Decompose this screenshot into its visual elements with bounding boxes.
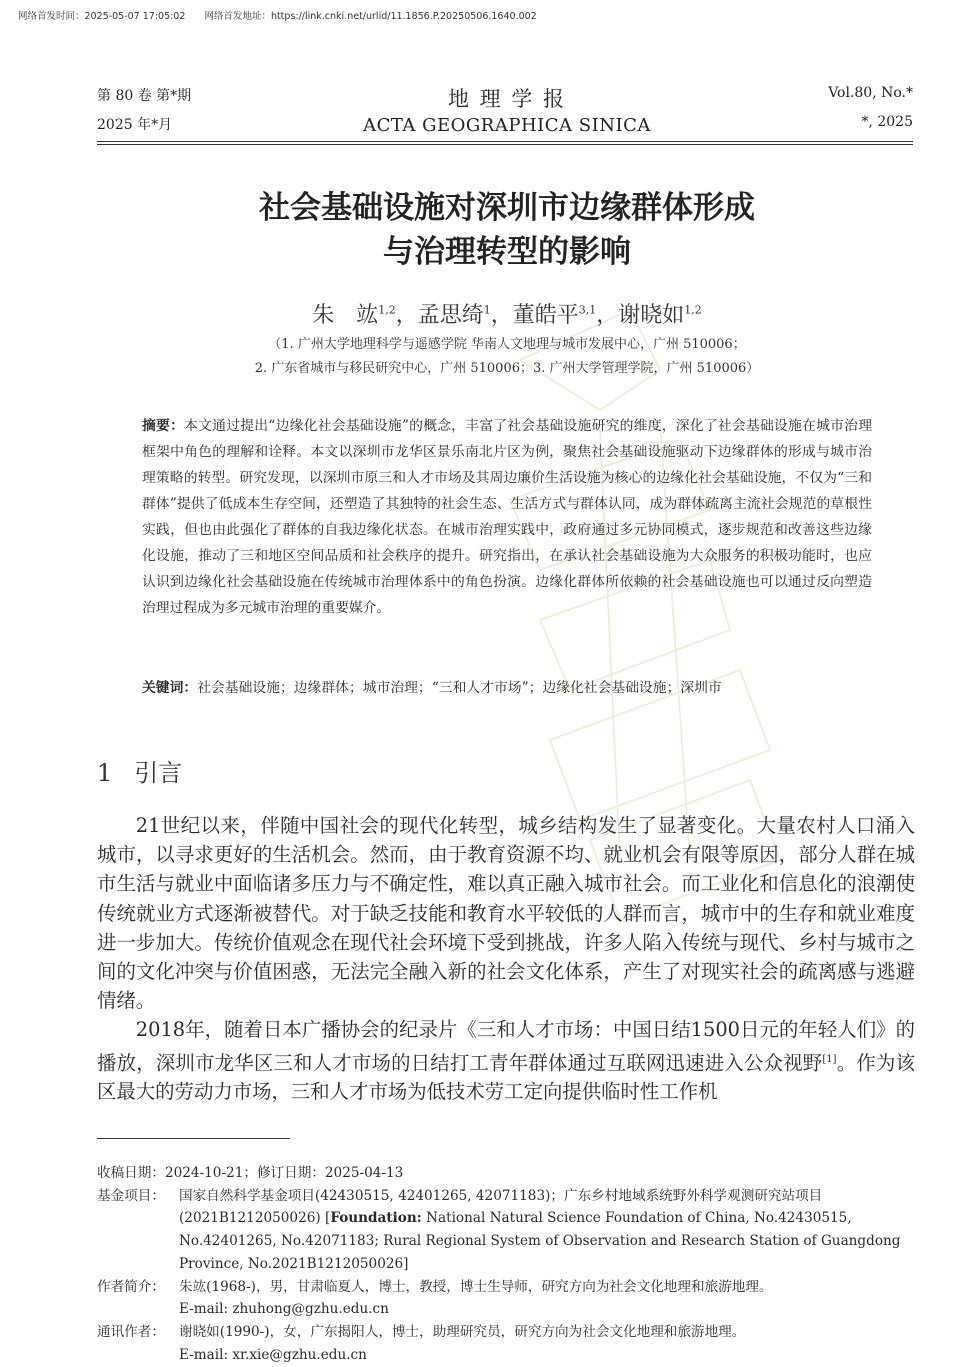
author-list: 朱 竑$^{1,2}$，孟思绮$^1$，董皓平$^{3,1}$，谢晓如$^{1,2}$ <box>312 303 702 328</box>
keywords-label: 关键词： <box>142 680 198 696</box>
author-email[interactable]: E-mail: zhuhong@gzhu.edu.cn <box>179 1301 389 1318</box>
journal-name-en: ACTA GEOGRAPHICA SINICA <box>363 115 651 136</box>
header-rule-thin <box>97 141 913 142</box>
abstract <box>142 413 872 621</box>
fund-text-en: National Natural Science Foundation of China, No.42430515, No.42401265, No.42071183; Rural Regional System of Observation and Research Station of Guangdong Province, No.2021B1212050026] <box>179 1210 901 1272</box>
author-name: 董皓平 <box>512 303 579 328</box>
keywords-text: 社会基础设施；边缘群体；城市治理；“三和人才市场”；边缘化社会基础设施；深圳市 <box>197 680 722 696</box>
received-date: 收稿日期：2024-10-21；修订日期：2025-04-13 <box>97 1165 404 1181</box>
fund-text-cn: 国家自然科学基金项目(42430515, 42401265, 42071183)；广东乡村地域系统野外科学观测研究站项目(2021B1212050026) [ <box>179 1187 823 1227</box>
journal-name-cn: 地 理 学 报 <box>447 87 567 111</box>
section-title: 引言 <box>134 759 183 787</box>
author-bio-text: 朱竑(1968-)，男，甘肃临夏人，博士，教授，博士生导师，研究方向为社会文化地理和旅游地理。 <box>179 1278 773 1295</box>
body-paragraph: 21世纪以来，伴随中国社会的现代化转型，城乡结构发生了显著变化。大量农村人口涌入城市，以寻求更好的生活机会。然而，由于教育资源不均、就业机会有限等原因，部分人群在城市生活与就业中面临诸多压力与不确定性，难以真正融入城市社会。而工业化和信息化的浪潮使传统就业方式逐渐被替代。对于缺乏技能和教育水平较低的人群而言，城市中的生存和就业难度进一步加大。传统价值观念在现代社会环境下受到挑战，许多人陷入传统与现代、乡村与城市之间的文化冲突与价值困惑，无法完全融入新的社会文化体系，产生了对现实社会的疏离感与逃避情绪。 <box>97 814 915 1013</box>
keywords <box>142 676 872 696</box>
author-affil-sup: 1,2 <box>684 303 702 317</box>
online-publication-info <box>18 8 553 22</box>
online-publish-time: 网络首发时间：2025-05-07 17:05:02 <box>18 11 186 22</box>
section-number: 1 <box>97 759 113 787</box>
paper-title-line2: 与治理转型的影响 <box>383 234 631 270</box>
corresponding-label: 通讯作者： <box>97 1323 165 1340</box>
online-publish-url: 网络首发地址：https://link.cnki.net/urlid/11.1856.P.20250506.1640.002 <box>204 11 537 22</box>
paper-title <box>90 186 924 274</box>
author-affil-sup: 1 <box>483 303 491 317</box>
citation-ref[interactable]: [1] <box>822 1053 837 1065</box>
affiliation-line: 2. 广东省城市与移民研究中心，广州 510006；3. 广州大学管理学院，广州 510006） <box>254 361 760 376</box>
author-bio <box>97 1276 915 1321</box>
corresponding-author <box>97 1321 915 1366</box>
fund-en-label: Foundation: <box>330 1210 422 1227</box>
abstract-text: 本文通过提出“边缘化社会基础设施”的概念，丰富了社会基础设施研究的维度，深化了社会基础设施在城市治理框架中角色的理解和诠释。本文以深圳市龙华区景乐南北片区为例，聚焦社会基础设施驱动下边缘群体的形成与城市治理策略的转型。研究发现，以深圳市原三和人才市场及其周边廉价生活设施为核心的边缘化社会基础设施，不仅为“三和群体”提供了低成本生存空间，还塑造了其独特的社会生态、生活方式与群体认同，成为群体疏离主流社会规范的草根性实践，但也由此强化了群体的自我边缘化状态。在城市治理实践中，政府通过多元协同模式，逐步规范和改善这些边缘化设施，推动了三和地区空间品质和社会秩序的提升。研究指出，在承认社会基础设施为大众服务的积极功能时，也应认识到边缘化社会基础设施在传统城市治理体系中的角色扮演。边缘化群体所依赖的社会基础设施也可以通过反向塑造治理过程成为多元城市治理的重要媒介。 <box>142 418 873 616</box>
body-paragraph: 2018年，随着日本广播协会的纪录片《三和人才市场：中国日结1500日元的年轻人们》的播放，深圳市龙华区三和人才市场的日结打工青年群体通过互联网迅速进入公众视野[1]。作为该区最大的劳动力市场，三和人才市场为低技术劳工定向提供临时性工作机 <box>97 1018 916 1104</box>
author-affil-sup: 3,1 <box>578 303 597 317</box>
header-rule-thick <box>97 144 913 145</box>
journal-volume-cn: 第 80 卷 第*期 <box>97 88 192 104</box>
journal-date-cn: 2025 年*月 <box>97 117 173 133</box>
corresponding-email[interactable]: E-mail: xr.xie@gzhu.edu.cn <box>179 1346 367 1363</box>
fund-info <box>97 1185 915 1276</box>
author-name: 孟思绮 <box>417 303 484 328</box>
body-text <box>97 811 915 1107</box>
footnote-rule <box>97 1138 290 1139</box>
fund-label: 基金项目： <box>97 1187 165 1204</box>
author-name: 谢晓如 <box>618 303 685 328</box>
footnotes <box>97 1162 915 1366</box>
affiliation-line: （1. 广州大学地理科学与遥感学院 华南人文地理与城市发展中心，广州 510006； <box>268 337 746 352</box>
author-affil-sup: 1,2 <box>378 303 396 317</box>
affiliations <box>120 333 894 381</box>
abstract-label: 摘要： <box>142 418 185 434</box>
section-heading <box>97 753 182 788</box>
author-bio-label: 作者简介： <box>97 1278 165 1295</box>
journal-date-en: *, 2025 <box>861 114 913 130</box>
corresponding-text: 谢晓如(1990-)，女，广东揭阳人，博士，助理研究员，研究方向为社会文化地理和旅游地理。 <box>179 1323 746 1340</box>
author-name: 朱 竑 <box>312 303 379 328</box>
journal-volume-en: Vol.80, No.* <box>828 85 913 101</box>
paper-title-line1: 社会基础设施对深圳市边缘群体形成 <box>259 190 755 226</box>
